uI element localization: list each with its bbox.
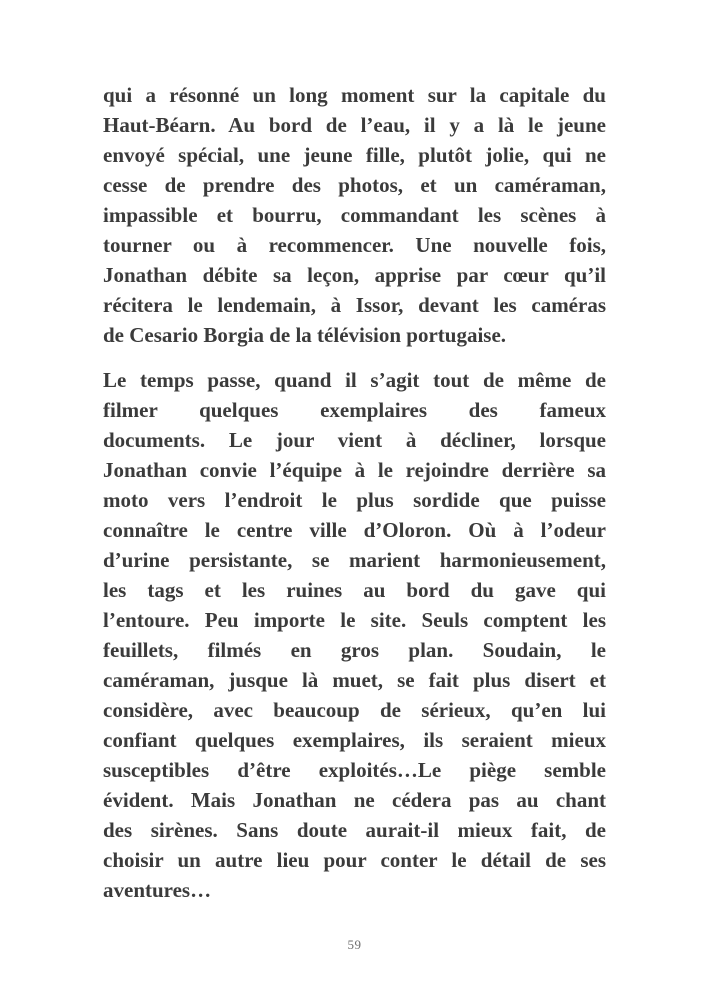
text-line: aventures… bbox=[103, 878, 212, 902]
page-number: 59 bbox=[347, 937, 362, 952]
text-line: récitera le lendemain, à Issor, devant les caméras bbox=[103, 293, 606, 317]
text-line: l’entoure. Peu importe le site. Seuls comptent les bbox=[103, 608, 606, 632]
paragraph-1 bbox=[103, 80, 606, 350]
text-line: envoyé spécial, une jeune fille, plutôt jolie, qui ne bbox=[103, 143, 606, 167]
paragraph-2 bbox=[103, 365, 606, 905]
text-line: d’urine persistante, se marient harmonieusement, bbox=[103, 548, 606, 572]
text-line: tourner ou à recommencer. Une nouvelle fois, bbox=[103, 233, 606, 257]
text-line: impassible et bourru, commandant les scènes à bbox=[103, 203, 606, 227]
text-line: de Cesario Borgia de la télévision portugaise. bbox=[103, 323, 507, 347]
page-footer bbox=[0, 936, 709, 954]
text-line: les tags et les ruines au bord du gave qui bbox=[103, 578, 606, 602]
text-line: filmer quelques exemplaires des fameux bbox=[103, 398, 606, 422]
text-line: caméraman, jusque là muet, se fait plus disert et bbox=[103, 668, 606, 692]
text-line: des sirènes. Sans doute aurait-il mieux fait, de bbox=[103, 818, 606, 842]
text-line: qui a résonné un long moment sur la capitale du bbox=[103, 83, 606, 107]
text-line: Haut-Béarn. Au bord de l’eau, il y a là le jeune bbox=[103, 113, 606, 137]
text-line: connaître le centre ville d’Oloron. Où à l’odeur bbox=[103, 518, 606, 542]
text-line: choisir un autre lieu pour conter le détail de ses bbox=[103, 848, 606, 872]
page-text-block bbox=[103, 80, 606, 905]
text-line: considère, avec beaucoup de sérieux, qu’en lui bbox=[103, 698, 606, 722]
text-line: moto vers l’endroit le plus sordide que puisse bbox=[103, 488, 606, 512]
text-line: susceptibles d’être exploités…Le piège semble bbox=[103, 758, 606, 782]
text-line: Jonathan convie l’équipe à le rejoindre derrière sa bbox=[103, 458, 606, 482]
text-line: cesse de prendre des photos, et un caméraman, bbox=[103, 173, 606, 197]
text-line: Jonathan débite sa leçon, apprise par cœur qu’il bbox=[103, 263, 606, 287]
text-line: documents. Le jour vient à décliner, lorsque bbox=[103, 428, 606, 452]
text-line: Le temps passe, quand il s’agit tout de même de bbox=[103, 368, 606, 392]
text-line: évident. Mais Jonathan ne cédera pas au chant bbox=[103, 788, 606, 812]
text-line: feuillets, filmés en gros plan. Soudain, le bbox=[103, 638, 606, 662]
text-line: confiant quelques exemplaires, ils seraient mieux bbox=[103, 728, 606, 752]
